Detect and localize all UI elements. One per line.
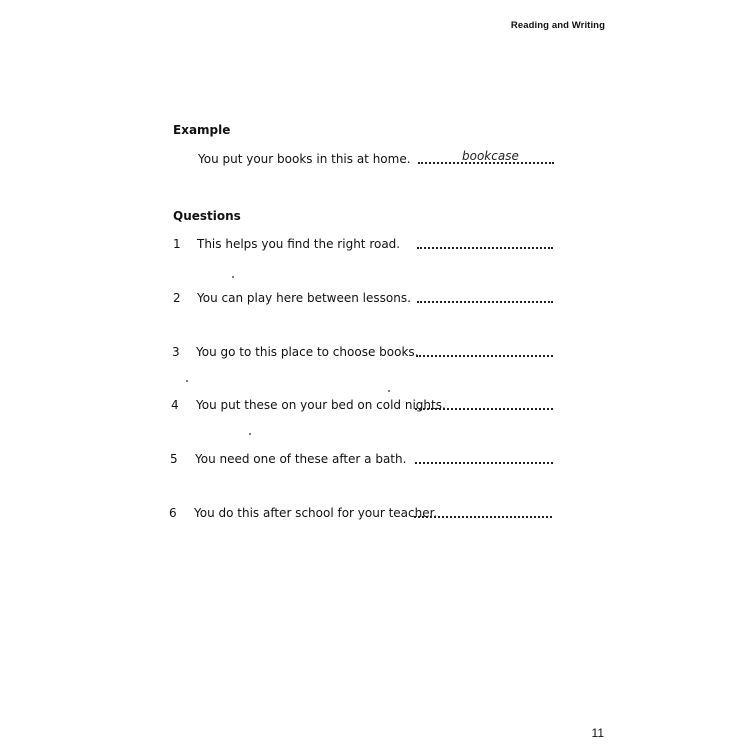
- answer-line[interactable]: [415, 406, 553, 410]
- question-number: 6: [169, 506, 177, 520]
- answer-line[interactable]: [416, 353, 553, 357]
- example-prompt: You put your books in this at home.: [198, 152, 411, 166]
- question-prompt: You go to this place to choose books.: [196, 345, 419, 359]
- question-number: 2: [173, 291, 181, 305]
- question-prompt: This helps you find the right road.: [197, 237, 401, 251]
- question-number: 4: [171, 398, 179, 412]
- page-number: 11: [591, 726, 604, 740]
- question-row-6: [0, 506, 750, 526]
- question-row-4: [0, 398, 750, 418]
- scan-speck: [388, 390, 390, 392]
- questions-title: Questions: [173, 209, 241, 223]
- example-row: [0, 152, 750, 172]
- question-row-2: [0, 291, 750, 311]
- question-row-1: [0, 237, 750, 257]
- answer-line[interactable]: [415, 460, 553, 464]
- question-prompt: You need one of these after a bath.: [195, 452, 407, 466]
- scan-speck: [186, 380, 188, 382]
- question-prompt: You put these on your bed on cold nights.: [196, 398, 446, 412]
- question-number: 5: [170, 452, 178, 466]
- answer-line[interactable]: [417, 299, 553, 303]
- question-number: 1: [173, 237, 181, 251]
- question-row-3: [0, 345, 750, 365]
- scan-speck: [249, 433, 251, 435]
- scan-speck: [232, 276, 234, 278]
- question-number: 3: [172, 345, 180, 359]
- question-row-5: [0, 452, 750, 472]
- example-answer: bookcase: [462, 149, 519, 163]
- question-prompt: You do this after school for your teacher.: [194, 506, 438, 520]
- running-header: Reading and Writing: [510, 20, 605, 31]
- question-prompt: You can play here between lessons.: [197, 291, 411, 305]
- answer-line[interactable]: [417, 245, 553, 249]
- answer-line[interactable]: [414, 514, 552, 518]
- example-title: Example: [173, 123, 231, 137]
